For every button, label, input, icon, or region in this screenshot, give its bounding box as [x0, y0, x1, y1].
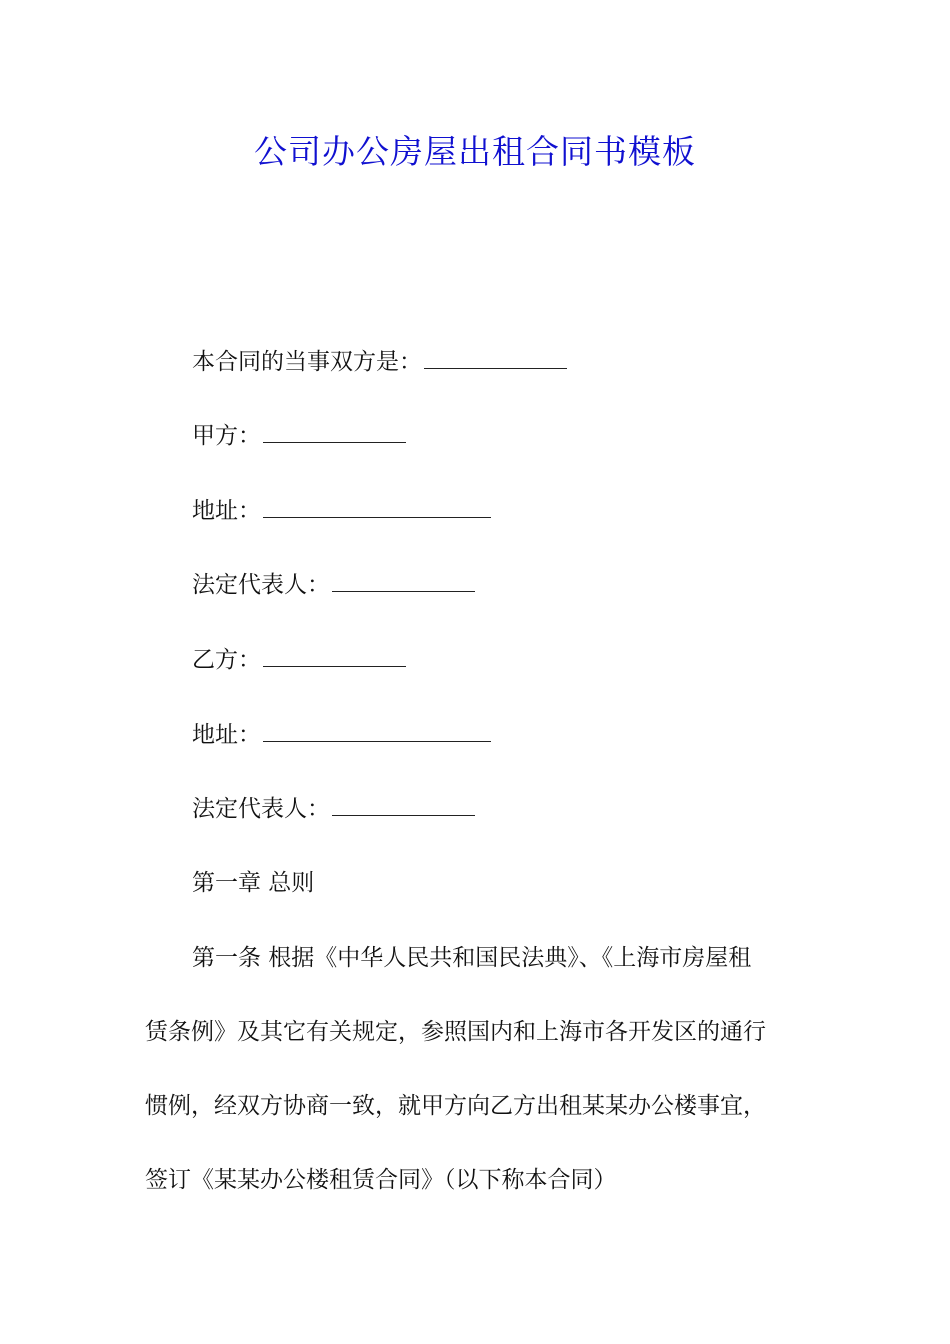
party-b-representative-field	[192, 791, 475, 826]
article-paragraph	[145, 938, 810, 1234]
field-label: 地址：	[192, 498, 261, 524]
document-title: 公司办公房屋出租合同书模板	[254, 132, 696, 171]
blank-line	[263, 418, 406, 443]
field-label: 甲方：	[192, 423, 261, 449]
blank-line	[263, 717, 491, 742]
blank-line	[424, 344, 567, 369]
paragraph-line: 赁条例》及其它有关规定，参照国内和上海市各开发区的通行	[145, 1019, 766, 1045]
paragraph-line: 惯例，经双方协商一致，就甲方向乙方出租某某办公楼事宜，	[145, 1093, 766, 1119]
blank-line	[332, 567, 475, 592]
field-label: 本合同的当事双方是：	[192, 349, 422, 375]
party-a-field	[192, 418, 406, 453]
field-label: 法定代表人：	[192, 572, 330, 598]
party-a-address-field	[192, 493, 491, 528]
paragraph-line: 第一条 根据《中华人民共和国民法典》、《上海市房屋租	[192, 945, 752, 971]
party-a-representative-field	[192, 567, 475, 602]
blank-line	[332, 791, 475, 816]
party-b-field	[192, 642, 406, 677]
field-label: 乙方：	[192, 647, 261, 673]
parties-field	[192, 344, 567, 379]
field-label: 法定代表人：	[192, 796, 330, 822]
blank-line	[263, 642, 406, 667]
paragraph-line: 签订《某某办公楼租赁合同》（以下称本合同）	[145, 1167, 617, 1193]
party-b-address-field	[192, 717, 491, 752]
field-label: 地址：	[192, 722, 261, 748]
blank-line	[263, 493, 491, 518]
chapter-heading: 第一章 总则	[192, 870, 315, 896]
